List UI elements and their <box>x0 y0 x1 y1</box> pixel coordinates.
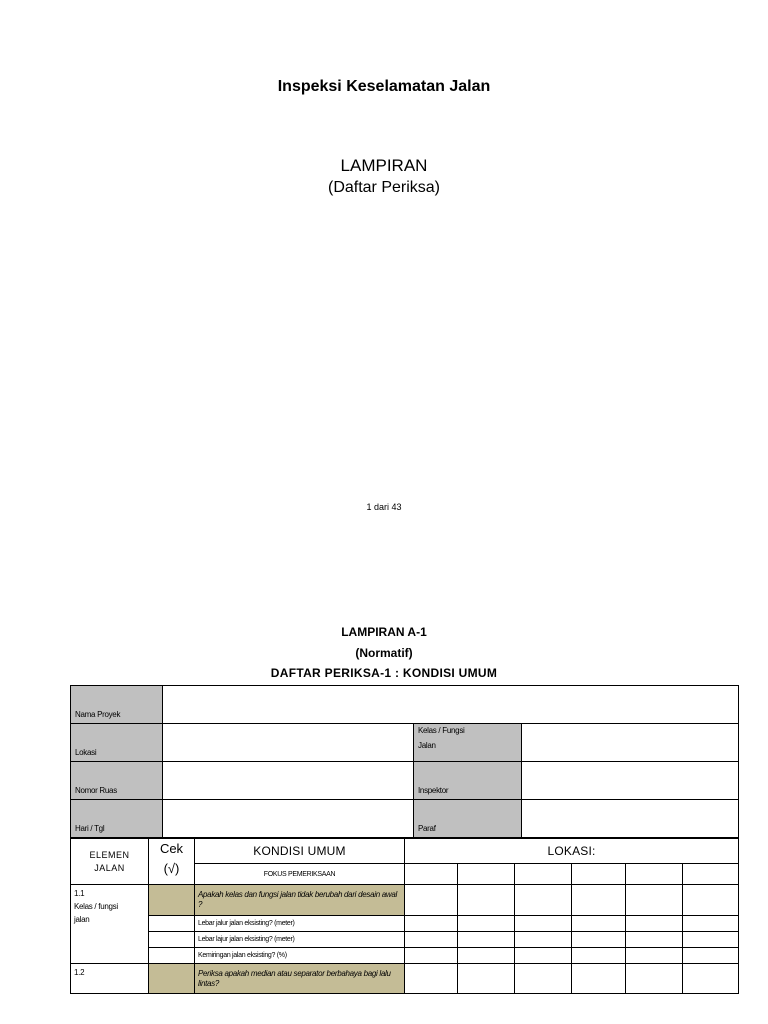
appendix-subtitle: (Daftar Periksa) <box>327 179 441 196</box>
element-number: 1.1 <box>74 889 85 898</box>
table-row <box>71 686 739 724</box>
check-cell[interactable] <box>149 964 195 994</box>
appendix-title: LAMPIRAN <box>340 156 428 175</box>
road-class-label-line1: Kelas / Fungsi <box>418 726 465 735</box>
project-name-field[interactable] <box>163 686 739 724</box>
project-name-label: Nama Proyek <box>71 686 163 724</box>
location-cell[interactable] <box>572 885 626 916</box>
location-cell[interactable] <box>405 948 458 964</box>
table-row <box>71 916 739 932</box>
location-cell[interactable] <box>458 916 515 932</box>
location-cell[interactable] <box>626 885 683 916</box>
question-cell: Apakah kelas dan fungsi jalan tidak berubah dari desain awal ? <box>195 885 405 916</box>
table-row <box>71 762 739 800</box>
location-cell[interactable] <box>683 885 739 916</box>
header-element <box>71 839 149 885</box>
location-cell[interactable] <box>405 964 458 994</box>
location-cell[interactable] <box>458 932 515 948</box>
header-condition: KONDISI UMUM <box>195 839 405 864</box>
question-cell: Kemiringan jalan eksisting? (%) <box>195 948 405 964</box>
inspector-field[interactable] <box>522 762 739 800</box>
element-cell <box>71 885 149 964</box>
header-element-line2: JALAN <box>94 862 125 873</box>
table-row <box>71 885 739 916</box>
location-cell[interactable] <box>572 964 626 994</box>
location-cell[interactable] <box>683 964 739 994</box>
location-cell[interactable] <box>405 932 458 948</box>
table-row <box>71 800 739 838</box>
location-label: Lokasi <box>71 724 163 762</box>
location-cell[interactable] <box>626 916 683 932</box>
check-cell[interactable] <box>149 885 195 916</box>
location-cell[interactable] <box>626 964 683 994</box>
location-cell[interactable] <box>683 948 739 964</box>
header-focus: FOKUS PEMERIKSAAN <box>195 864 405 885</box>
segment-label: Nomor Ruas <box>71 762 163 800</box>
table-row <box>71 724 739 762</box>
date-label: Hari / Tgl <box>71 800 163 838</box>
location-cell[interactable] <box>626 932 683 948</box>
header-location: LOKASI: <box>405 839 739 864</box>
check-cell[interactable] <box>149 932 195 948</box>
table-header-row <box>71 839 739 864</box>
check-cell[interactable] <box>149 916 195 932</box>
road-class-label-line2: Jalan <box>418 741 436 750</box>
document-title: Inspeksi Keselamatan Jalan <box>277 78 491 95</box>
header-check <box>149 839 195 885</box>
location-cell[interactable] <box>572 948 626 964</box>
initials-field[interactable] <box>522 800 739 838</box>
location-cell[interactable] <box>515 885 572 916</box>
location-cell[interactable] <box>683 916 739 932</box>
page-number: 1 dari 43 <box>366 502 402 512</box>
checklist-title: DAFTAR PERIKSA-1 : KONDISI UMUM <box>270 666 498 680</box>
inspector-label: Inspektor <box>414 762 522 800</box>
location-cell[interactable] <box>515 948 572 964</box>
location-cell[interactable] <box>515 916 572 932</box>
element-name-line2: jalan <box>74 915 90 924</box>
location-cell[interactable] <box>683 864 739 885</box>
table-row <box>71 948 739 964</box>
location-cell[interactable] <box>515 932 572 948</box>
location-cell[interactable] <box>405 916 458 932</box>
checklist-table <box>70 838 739 994</box>
road-class-label <box>414 724 522 762</box>
initials-label: Paraf <box>414 800 522 838</box>
table-row <box>71 964 739 994</box>
location-cell[interactable] <box>626 948 683 964</box>
project-info-table <box>70 685 739 838</box>
question-cell: Periksa apakah median atau separator berbahaya bagi lalu lintas? <box>195 964 405 994</box>
header-element-line1: ELEMEN <box>89 849 130 860</box>
location-cell[interactable] <box>405 885 458 916</box>
location-cell[interactable] <box>572 916 626 932</box>
location-field[interactable] <box>163 724 414 762</box>
location-cell[interactable] <box>572 864 626 885</box>
table-row <box>71 932 739 948</box>
location-cell[interactable] <box>458 885 515 916</box>
element-number: 1.2 <box>74 968 85 977</box>
location-cell[interactable] <box>458 864 515 885</box>
date-field[interactable] <box>163 800 414 838</box>
location-cell[interactable] <box>458 948 515 964</box>
question-cell: Lebar jalur jalan eksisting? (meter) <box>195 916 405 932</box>
location-cell[interactable] <box>572 932 626 948</box>
location-cell[interactable] <box>683 932 739 948</box>
element-name-line1: Kelas / fungsi <box>74 902 118 911</box>
road-class-field[interactable] <box>522 724 739 762</box>
location-cell[interactable] <box>405 864 458 885</box>
location-cell[interactable] <box>515 864 572 885</box>
check-cell[interactable] <box>149 948 195 964</box>
location-cell[interactable] <box>515 964 572 994</box>
segment-field[interactable] <box>163 762 414 800</box>
question-cell: Lebar lajur jalan eksisting? (meter) <box>195 932 405 948</box>
appendix-a1-normatif: (Normatif) <box>355 646 413 660</box>
location-cell[interactable] <box>458 964 515 994</box>
header-check-label: Cek <box>159 841 184 856</box>
element-cell <box>71 964 149 994</box>
check-mark-icon: (√) <box>163 861 180 876</box>
appendix-a1-title: LAMPIRAN A-1 <box>341 625 427 639</box>
location-cell[interactable] <box>626 864 683 885</box>
